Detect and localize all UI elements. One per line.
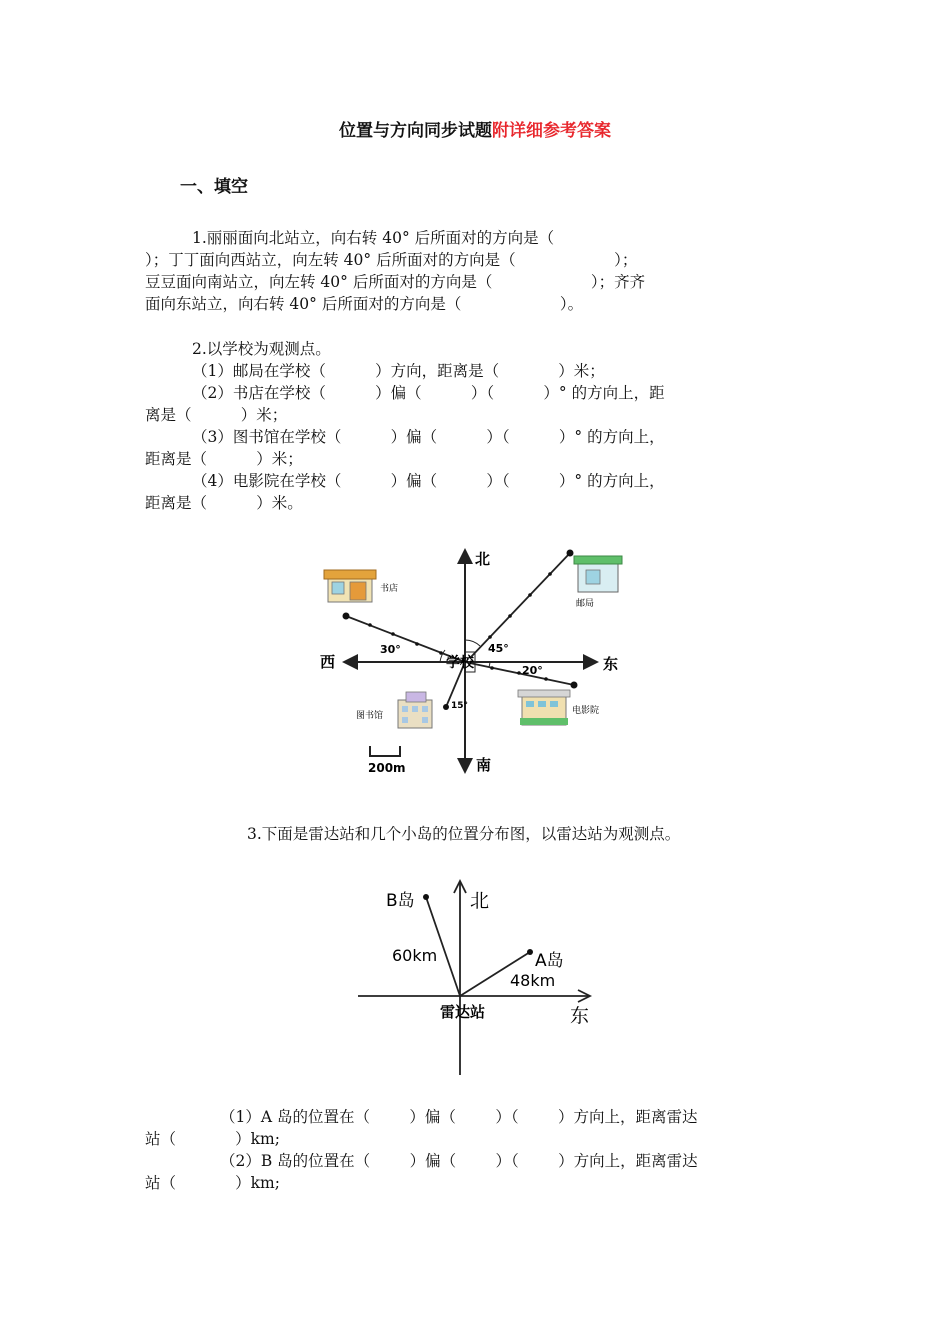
q1-line-4: 面向东站立，向右转 40° 后所面对的方向是（ ）。 [145, 295, 584, 313]
island-a-point [527, 949, 533, 955]
cinema-point [571, 682, 578, 689]
q2-sub-2b: 离是（ ）米； [145, 406, 288, 424]
scale-label: 200m [368, 761, 406, 775]
q2-intro: 2.以学校为观测点。 [192, 340, 331, 358]
q3-intro-text: 3.下面是雷达站和几个小岛的位置分布图，以雷达站为观测点。 [247, 825, 681, 843]
west-label: 西 [320, 653, 336, 671]
bookstore-point [343, 613, 350, 620]
post-office-label: 邮局 [576, 599, 595, 609]
q3-sub-1a: （1）A 岛的位置在（ ）偏（ ）（ ）方向上，距离雷达 [220, 1108, 698, 1126]
school-direction-map [310, 540, 640, 780]
library-label: 图书馆 [356, 711, 384, 721]
distance-b-label: 60km [392, 946, 438, 965]
q2-sub-4b: 距离是（ ）米。 [145, 494, 303, 512]
island-b-point [423, 894, 429, 900]
angle-15-label: 15° [451, 701, 469, 711]
library-icon [398, 692, 432, 728]
island-b-label: B岛 [386, 891, 415, 911]
question-3-items [145, 1106, 805, 1194]
distance-a-label: 48km [510, 971, 556, 990]
radar-station-map [350, 875, 600, 1080]
q2-sub-3b: 距离是（ ）米； [145, 450, 303, 468]
cinema-label: 电影院 [572, 706, 600, 716]
angle-30-label: 30° [380, 643, 401, 656]
q3-sub-2b: 站（ ）km; [145, 1174, 280, 1192]
north-label: 北 [470, 890, 490, 912]
title-main: 位置与方向同步试题 [339, 121, 492, 141]
page-title [0, 116, 950, 141]
bookstore-icon [324, 570, 376, 602]
q3-sub-2a: （2）B 岛的位置在（ ）偏（ ）（ ）方向上，距离雷达 [220, 1152, 698, 1170]
east-label: 东 [570, 1005, 590, 1027]
post-office-icon [574, 556, 622, 592]
q1-line-1: 1.丽丽面向北站立，向右转 40° 后所面对的方向是（ [192, 229, 555, 247]
radar-station-label: 雷达站 [440, 1003, 486, 1021]
angle-45-label: 45° [488, 642, 509, 655]
question-1 [145, 227, 805, 315]
island-a-label: A岛 [535, 951, 564, 971]
school-label: 学校 [446, 655, 474, 671]
north-label: 北 [475, 550, 491, 568]
q3-sub-1b: 站（ ）km; [145, 1130, 280, 1148]
east-label: 东 [603, 655, 619, 673]
q2-sub-3a: （3）图书馆在学校（ ）偏（ ）（ ）° 的方向上， [192, 428, 665, 446]
q2-sub-1: （1）邮局在学校（ ）方向，距离是（ ）米； [192, 362, 605, 380]
q3-intro [200, 823, 800, 845]
post-office-point [567, 550, 574, 557]
title-answer-note: 附详细参考答案 [492, 121, 611, 141]
section-heading: 一、填空 [180, 177, 248, 197]
q2-sub-4a: （4）电影院在学校（ ）偏（ ）（ ）° 的方向上， [192, 472, 665, 490]
q1-line-3: 豆豆面向南站立，向左转 40° 后所面对的方向是（ ）；齐齐 [145, 273, 646, 291]
angle-20-label: 20° [522, 664, 543, 677]
cinema-icon [518, 690, 570, 725]
q1-line-2: ）；丁丁面向西站立，向左转 40° 后所面对的方向是（ ）； [145, 251, 638, 269]
bookstore-label: 书店 [380, 584, 399, 594]
south-label: 南 [476, 756, 492, 774]
q2-sub-2a: （2）书店在学校（ ）偏（ ）（ ）° 的方向上，距 [192, 384, 665, 402]
question-2 [145, 338, 805, 514]
scale-bar [370, 746, 400, 757]
library-point [443, 704, 449, 710]
ray-post-office [470, 553, 570, 658]
